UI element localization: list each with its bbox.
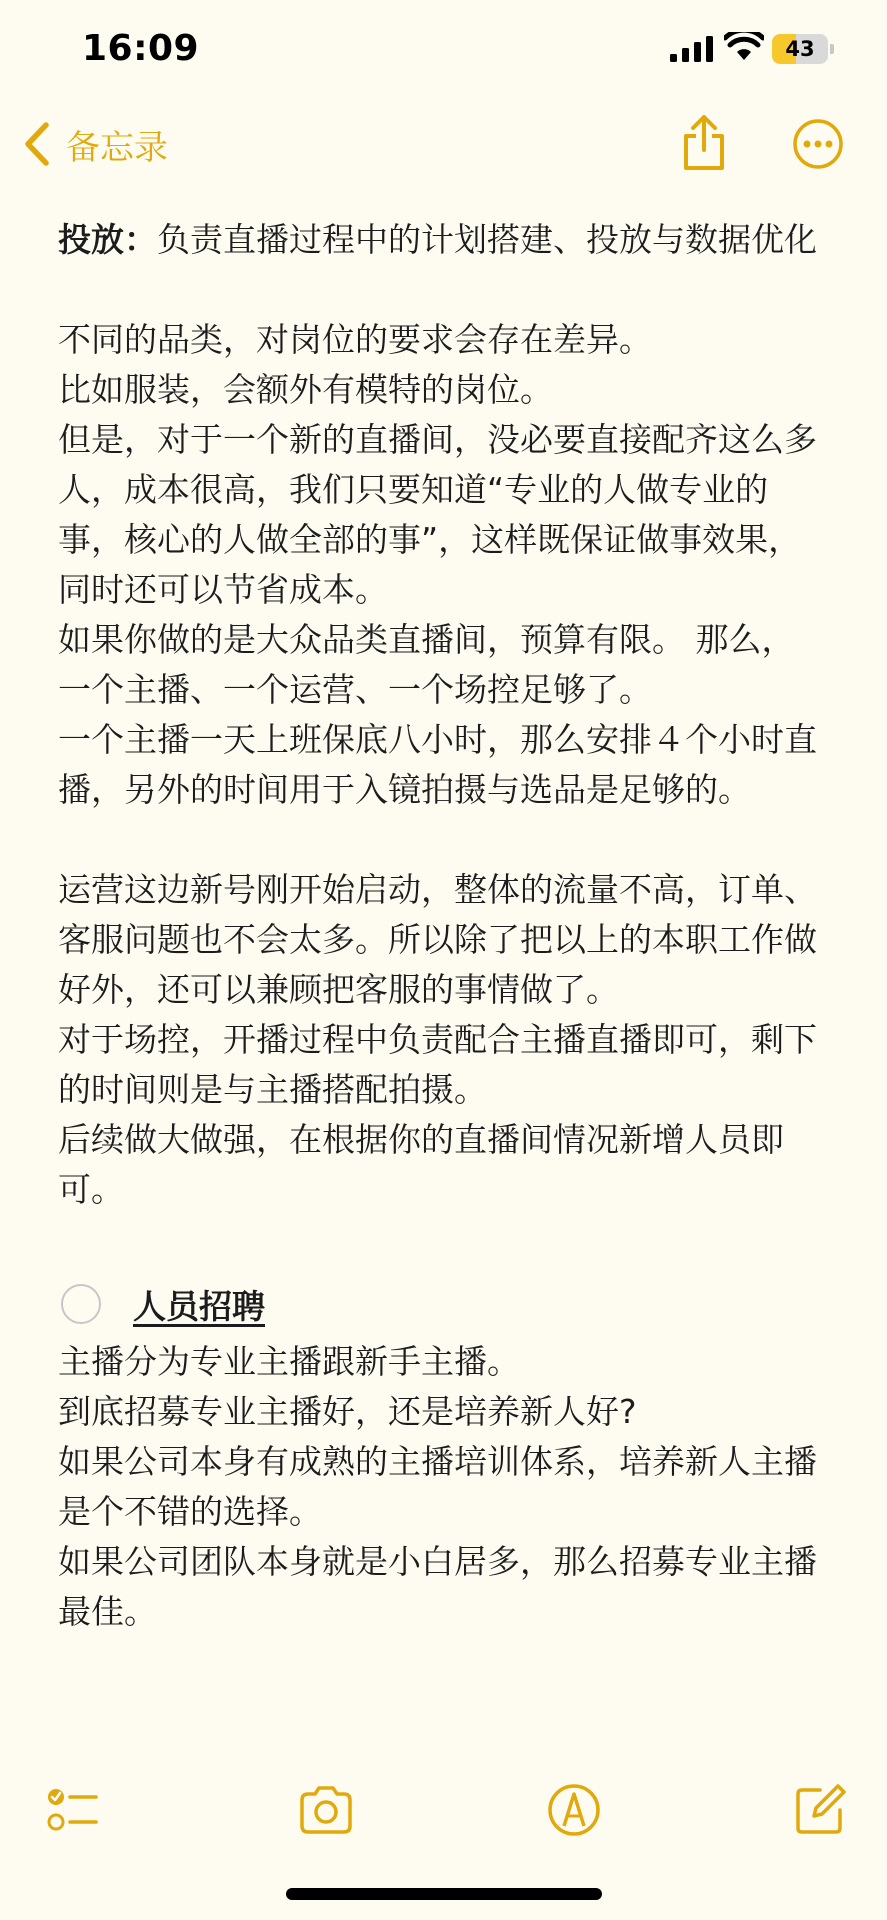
- compose-icon[interactable]: [790, 1780, 850, 1840]
- note-paragraph: 比如服装，会额外有模特的岗位。: [58, 370, 553, 409]
- paragraph-text: 负责直播过程中的计划搭建、投放与数据优化: [157, 220, 817, 259]
- note-paragraph: 到底招募专业主播好，还是培养新人好?: [58, 1392, 637, 1431]
- note-paragraph: 对于场控，开播过程中负责配合主播直播即可，剩下的时间则是与主播搭配拍摄。: [58, 1020, 817, 1109]
- note-paragraph: 如果公司团队本身就是小白居多，那么招募专业主播最佳。: [58, 1542, 817, 1631]
- note-paragraph: 一个主播一天上班保底八小时，那么安排４个小时直播，另外的时间用于入镜拍摄与选品是足够的。: [58, 720, 817, 809]
- checklist-item-title: 人员招聘: [133, 1286, 265, 1326]
- ellipsis-circle-icon[interactable]: [792, 118, 844, 170]
- paragraph-label: 投放：: [58, 220, 157, 259]
- nav-bar: [0, 100, 887, 190]
- battery-icon: [772, 34, 834, 64]
- note-paragraph: 主播分为专业主播跟新手主播。: [58, 1342, 520, 1381]
- note-paragraph: 后续做大做强，在根据你的直播间情况新增人员即可。: [58, 1120, 784, 1209]
- bottom-toolbar: [0, 1740, 887, 1870]
- note-paragraph: 如果你做的是大众品类直播间，预算有限。 那么，一个主播、一个运营、一个场控足够了。: [58, 620, 795, 709]
- wifi-icon: [724, 32, 764, 62]
- checklist-checkbox[interactable]: [61, 1284, 101, 1324]
- checklist-item: [58, 1273, 818, 1335]
- note-paragraph: 运营这边新号刚开始启动，整体的流量不高，订单、客服问题也不会太多。所以除了把以上的本职工作做好外，还可以兼顾把客服的事情做了。: [58, 870, 817, 1009]
- cellular-signal-icon: [670, 36, 714, 62]
- markup-pen-icon[interactable]: [544, 1780, 604, 1840]
- status-bar: [0, 0, 887, 100]
- status-time: 16:09: [82, 28, 200, 69]
- home-indicator[interactable]: [286, 1888, 602, 1900]
- camera-icon[interactable]: [296, 1780, 356, 1840]
- note-body[interactable]: [58, 215, 818, 1637]
- back-button[interactable]: [22, 116, 168, 172]
- note-paragraph: 但是，对于一个新的直播间，没必要直接配齐这么多人，成本很高，我们只要知道“专业的人做专业的事，核心的人做全部的事”，这样既保证做事效果，同时还可以节省成本。: [58, 420, 817, 609]
- note-paragraph: 如果公司本身有成熟的主播培训体系，培养新人主播是个不错的选择。: [58, 1442, 817, 1531]
- battery-level: 43: [785, 37, 815, 61]
- back-button-label: 备忘录: [66, 127, 168, 168]
- share-icon[interactable]: [680, 114, 728, 172]
- note-paragraph: [58, 215, 818, 265]
- note-paragraph: 不同的品类，对岗位的要求会存在差异。: [58, 320, 652, 359]
- checklist-icon[interactable]: [44, 1780, 104, 1840]
- chevron-left-icon: [22, 121, 52, 167]
